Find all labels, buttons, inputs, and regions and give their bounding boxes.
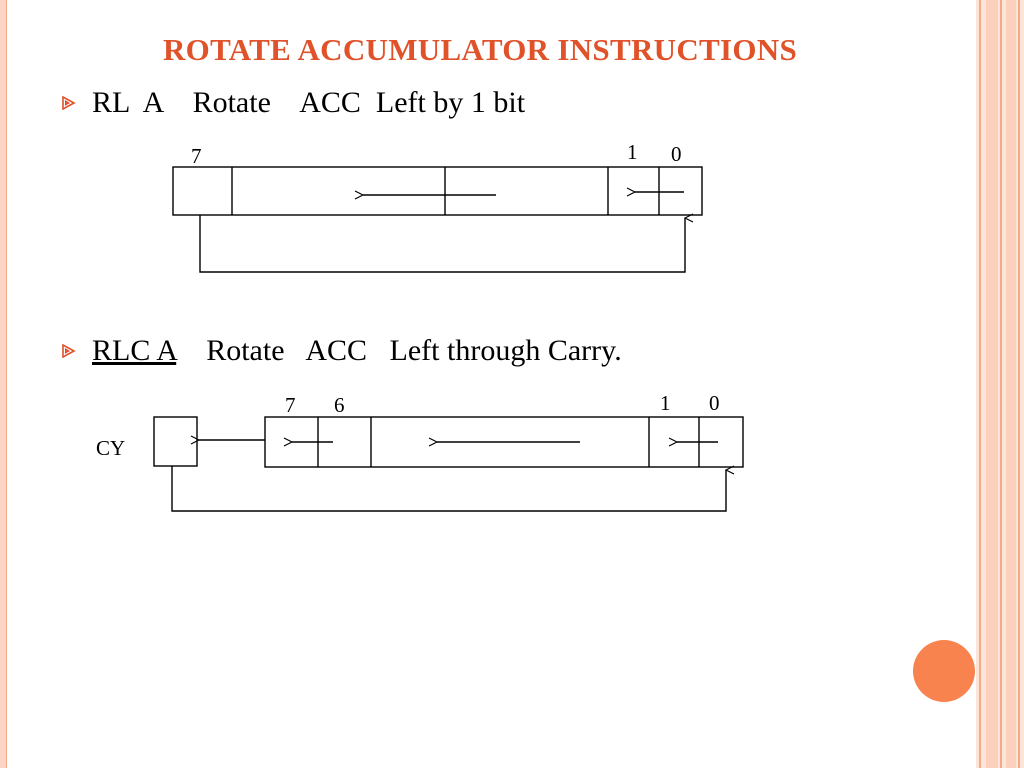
rlc-label-bit6: 6: [334, 393, 345, 417]
rlc-mnemonic: RLC A: [92, 334, 177, 367]
slide-title: ROTATE ACCUMULATOR INSTRUCTIONS: [163, 32, 797, 67]
rlc-label-bit1: 1: [660, 391, 671, 415]
rl-register-box: [173, 167, 702, 215]
rlc-diagram: [154, 417, 743, 511]
rlc-carry-box: [154, 417, 197, 466]
rlc-wrap-path: [172, 466, 726, 511]
rlc-label-bit0: 0: [709, 391, 720, 415]
rlc-label-cy: CY: [96, 436, 126, 460]
rlc-instruction-text: Rotate ACC Left through Carry.: [176, 334, 622, 367]
rl-wrap-path: [200, 215, 685, 272]
rl-label-bit1: 1: [627, 140, 638, 164]
right-decor-stripes: [976, 0, 1024, 768]
rl-diagram: [173, 167, 702, 272]
decorative-orange-dot: [913, 640, 975, 702]
rl-label-bit0: 0: [671, 142, 682, 166]
rl-label-bit7: 7: [191, 144, 202, 168]
rlc-label-bit7: 7: [285, 393, 296, 417]
rl-instruction-text: RL A Rotate ACC Left by 1 bit: [92, 86, 526, 119]
